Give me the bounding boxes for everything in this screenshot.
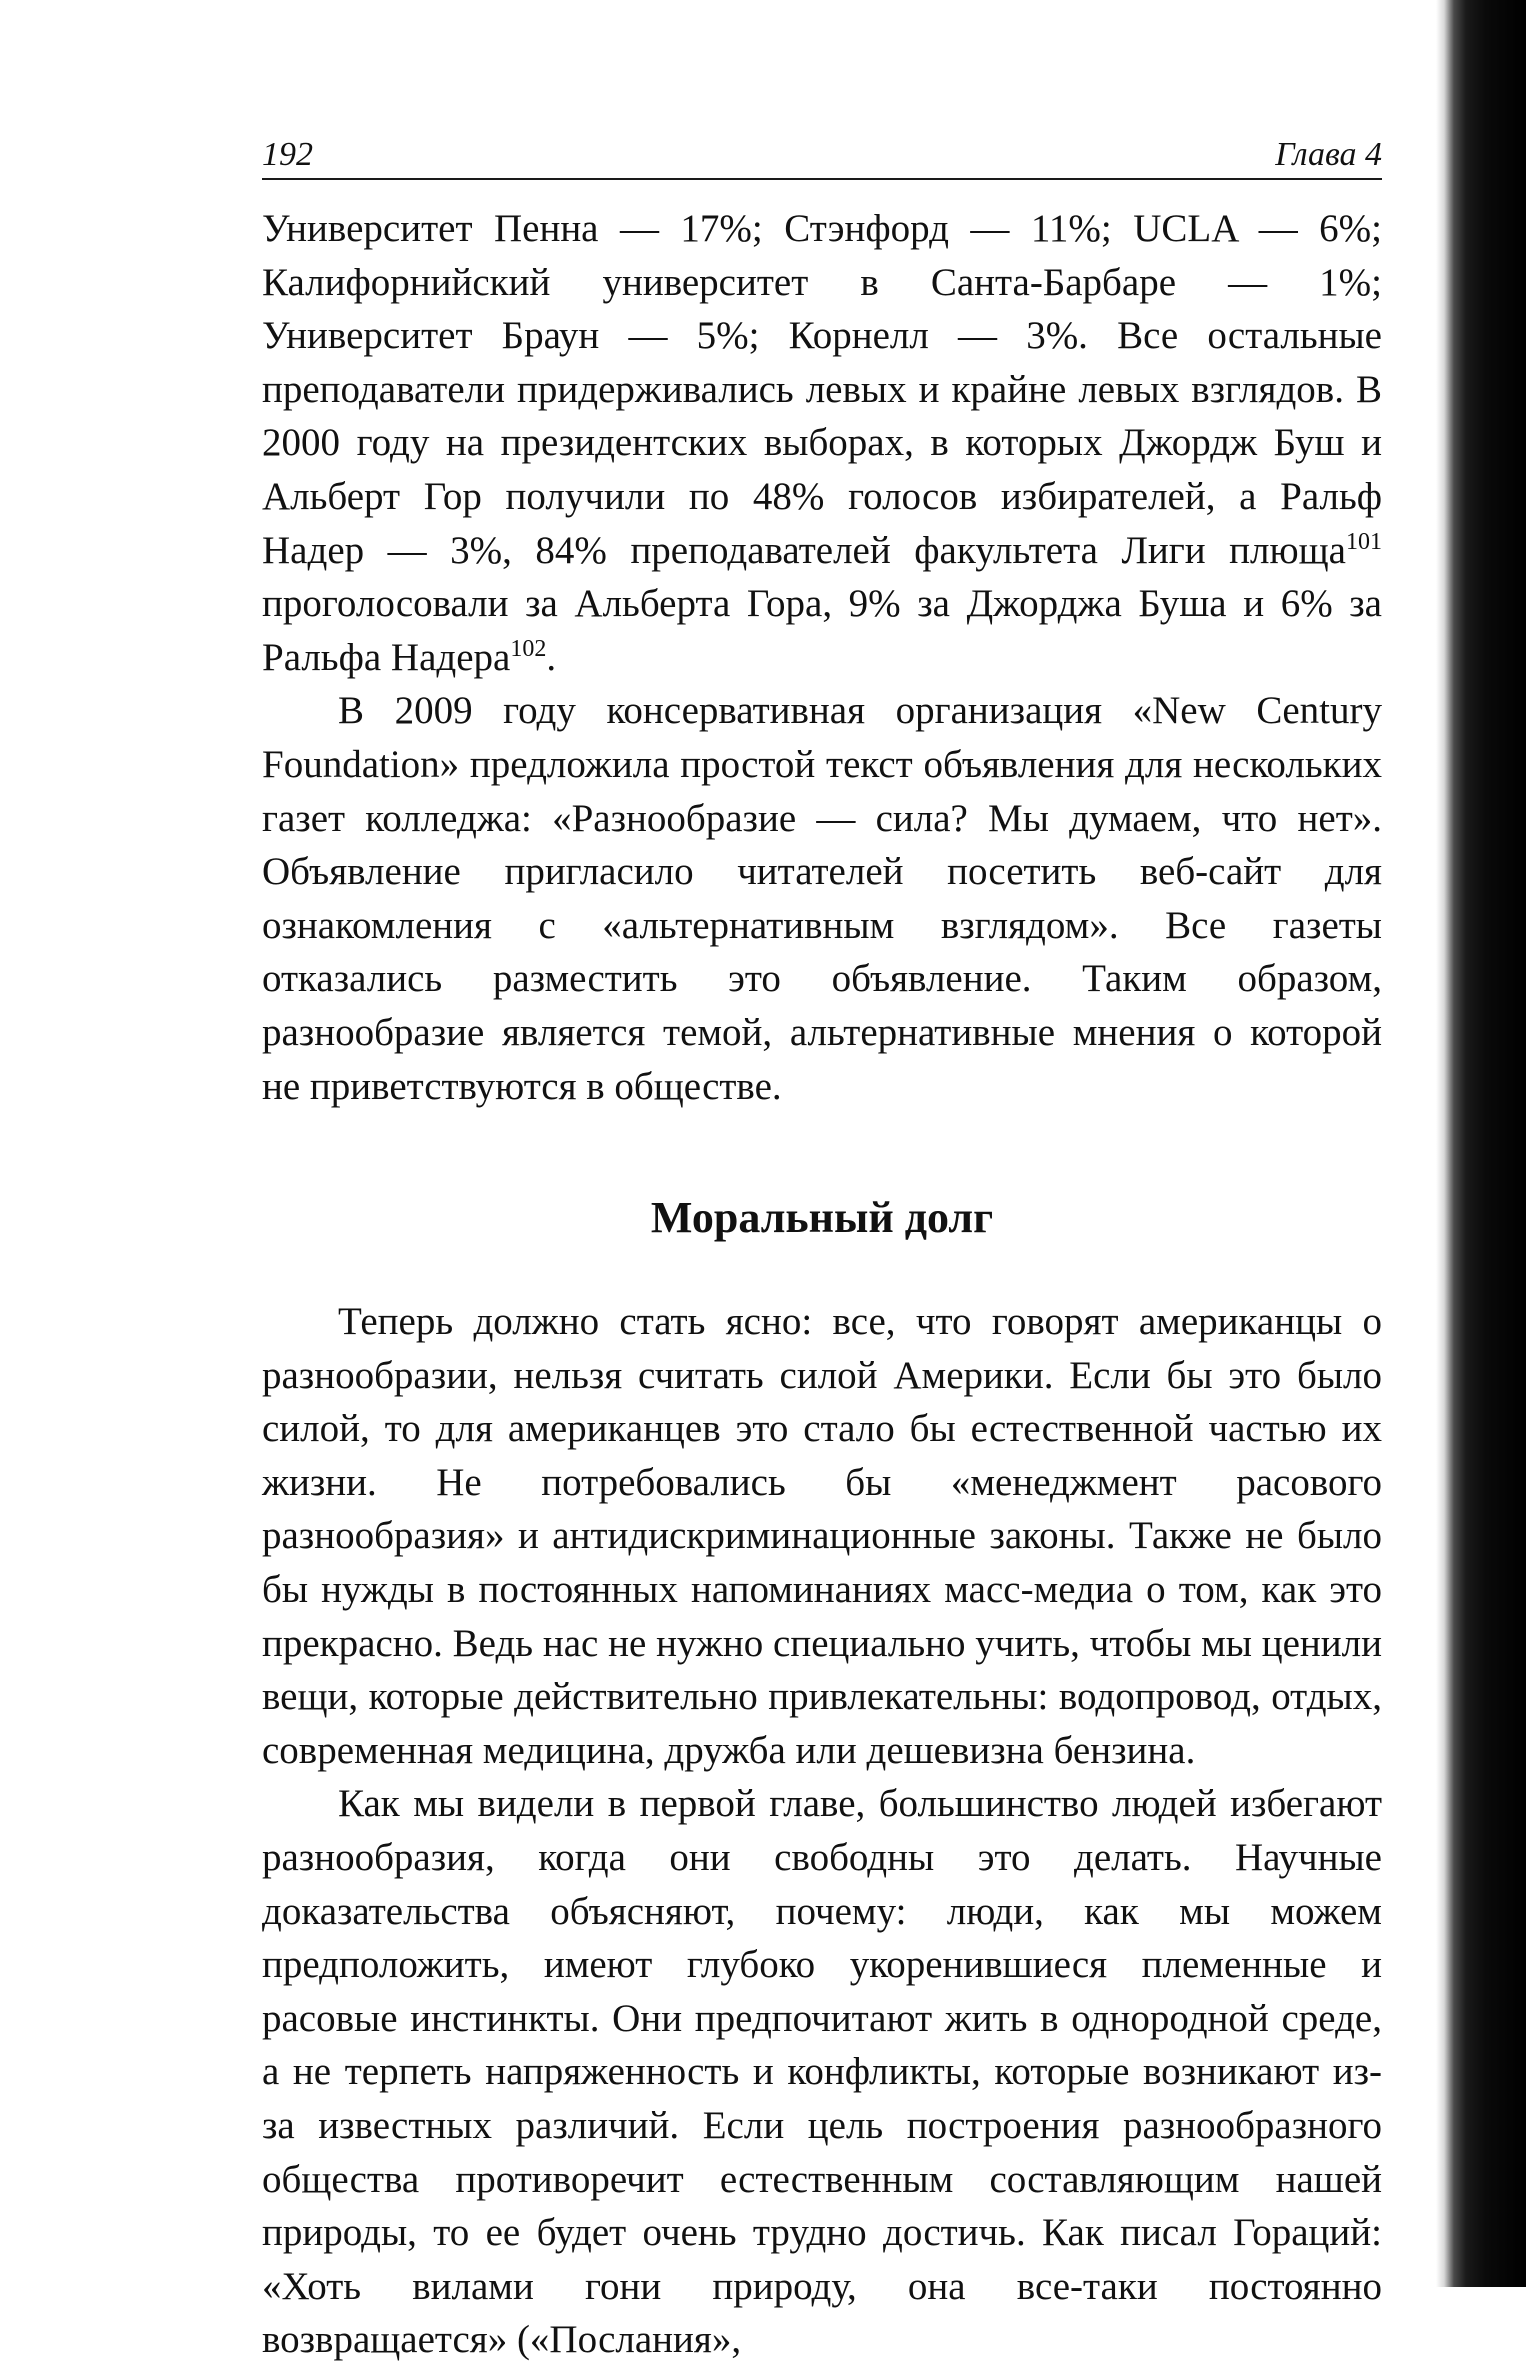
- paragraph-text: проголосовали за Альберта Гора, 9% за Джорджа Буша и 6% за Ральфа Надера: [262, 582, 1382, 679]
- paragraph-new-century: В 2009 году консервативная организация «New Century Foundation» предложила простой текст объявления для нескольких газет колледжа: «Разнообразие — сила? Мы думаем, что нет». Объявление пригласило читателей посетить веб-сайт для ознакомления с «альтернативным взглядом». Все газеты отказались разместить это объявление. Таким образом, разнообразие является темой, альтернативные мнения о которой не приветствуются в обществе.: [262, 689, 1382, 1108]
- paragraph-moral-duty-1: Теперь должно стать ясно: все, что говорят американцы о разнообразии, нельзя считать силой Америки. Если бы это было силой, то для американцев это стало бы естественной частью их жизни. Не потребовались бы «менеджмент расового разнообразия» и антидискриминационные законы. Также не было бы нужды в постоянных напоминаниях масс-медиа о том, как это прекрасно. Ведь нас не нужно специально учить, чтобы мы ценили вещи, которые действительно привлекательны: водопровод, отдых, современная медицина, дружба или дешевизна бензина.: [262, 1300, 1382, 1772]
- book-page: [262, 130, 1382, 2367]
- body-text: [262, 202, 1382, 2367]
- paragraph-text: .: [546, 635, 557, 679]
- chapter-title: Глава 4: [1275, 136, 1382, 173]
- page-number: 192: [262, 136, 313, 173]
- paragraph-statistics: [262, 202, 1382, 684]
- footnote-ref-101: 101: [1346, 528, 1382, 555]
- footnote-ref-102: 102: [510, 635, 547, 662]
- paragraph-text: Университет Пенна — 17%; Стэнфорд — 11%; UCLA — 6%; Калифорнийский университет в Санта-Барбаре — 1%; Университет Браун — 5%; Корнелл — 3%. Все остальные преподаватели придерживались левых и крайне левых взглядов. В 2000 году на президентских выборах, в которых Джордж Буш и Альберт Гор получили по 48% голосов избирателей, а Ральф Надер — 3%, 84% преподавателей факультета Лиги плюща: [262, 207, 1382, 572]
- running-header: [262, 130, 1382, 180]
- section-heading: Моральный долг: [650, 1193, 994, 1243]
- scan-binding-shadow: [1436, 0, 1526, 2287]
- paragraph-moral-duty-2: Как мы видели в первой главе, большинство людей избегают разнообразия, когда они свободны это делать. Научные доказательства объясняют, почему: люди, как мы можем предположить, имеют глубоко укоренившиеся племенные и расовые инстинкты. Они предпочитают жить в однородной среде, а не терпеть напряженность и конфликты, которые возникают из-за известных различий. Если цель построения разнообразного общества противоречит естественным составляющим нашей природы, то ее будет очень трудно достичь. Как писал Гораций: «Хоть вилами гони природу, она все-таки постоянно возвращается» («Послания»,: [262, 1782, 1382, 2362]
